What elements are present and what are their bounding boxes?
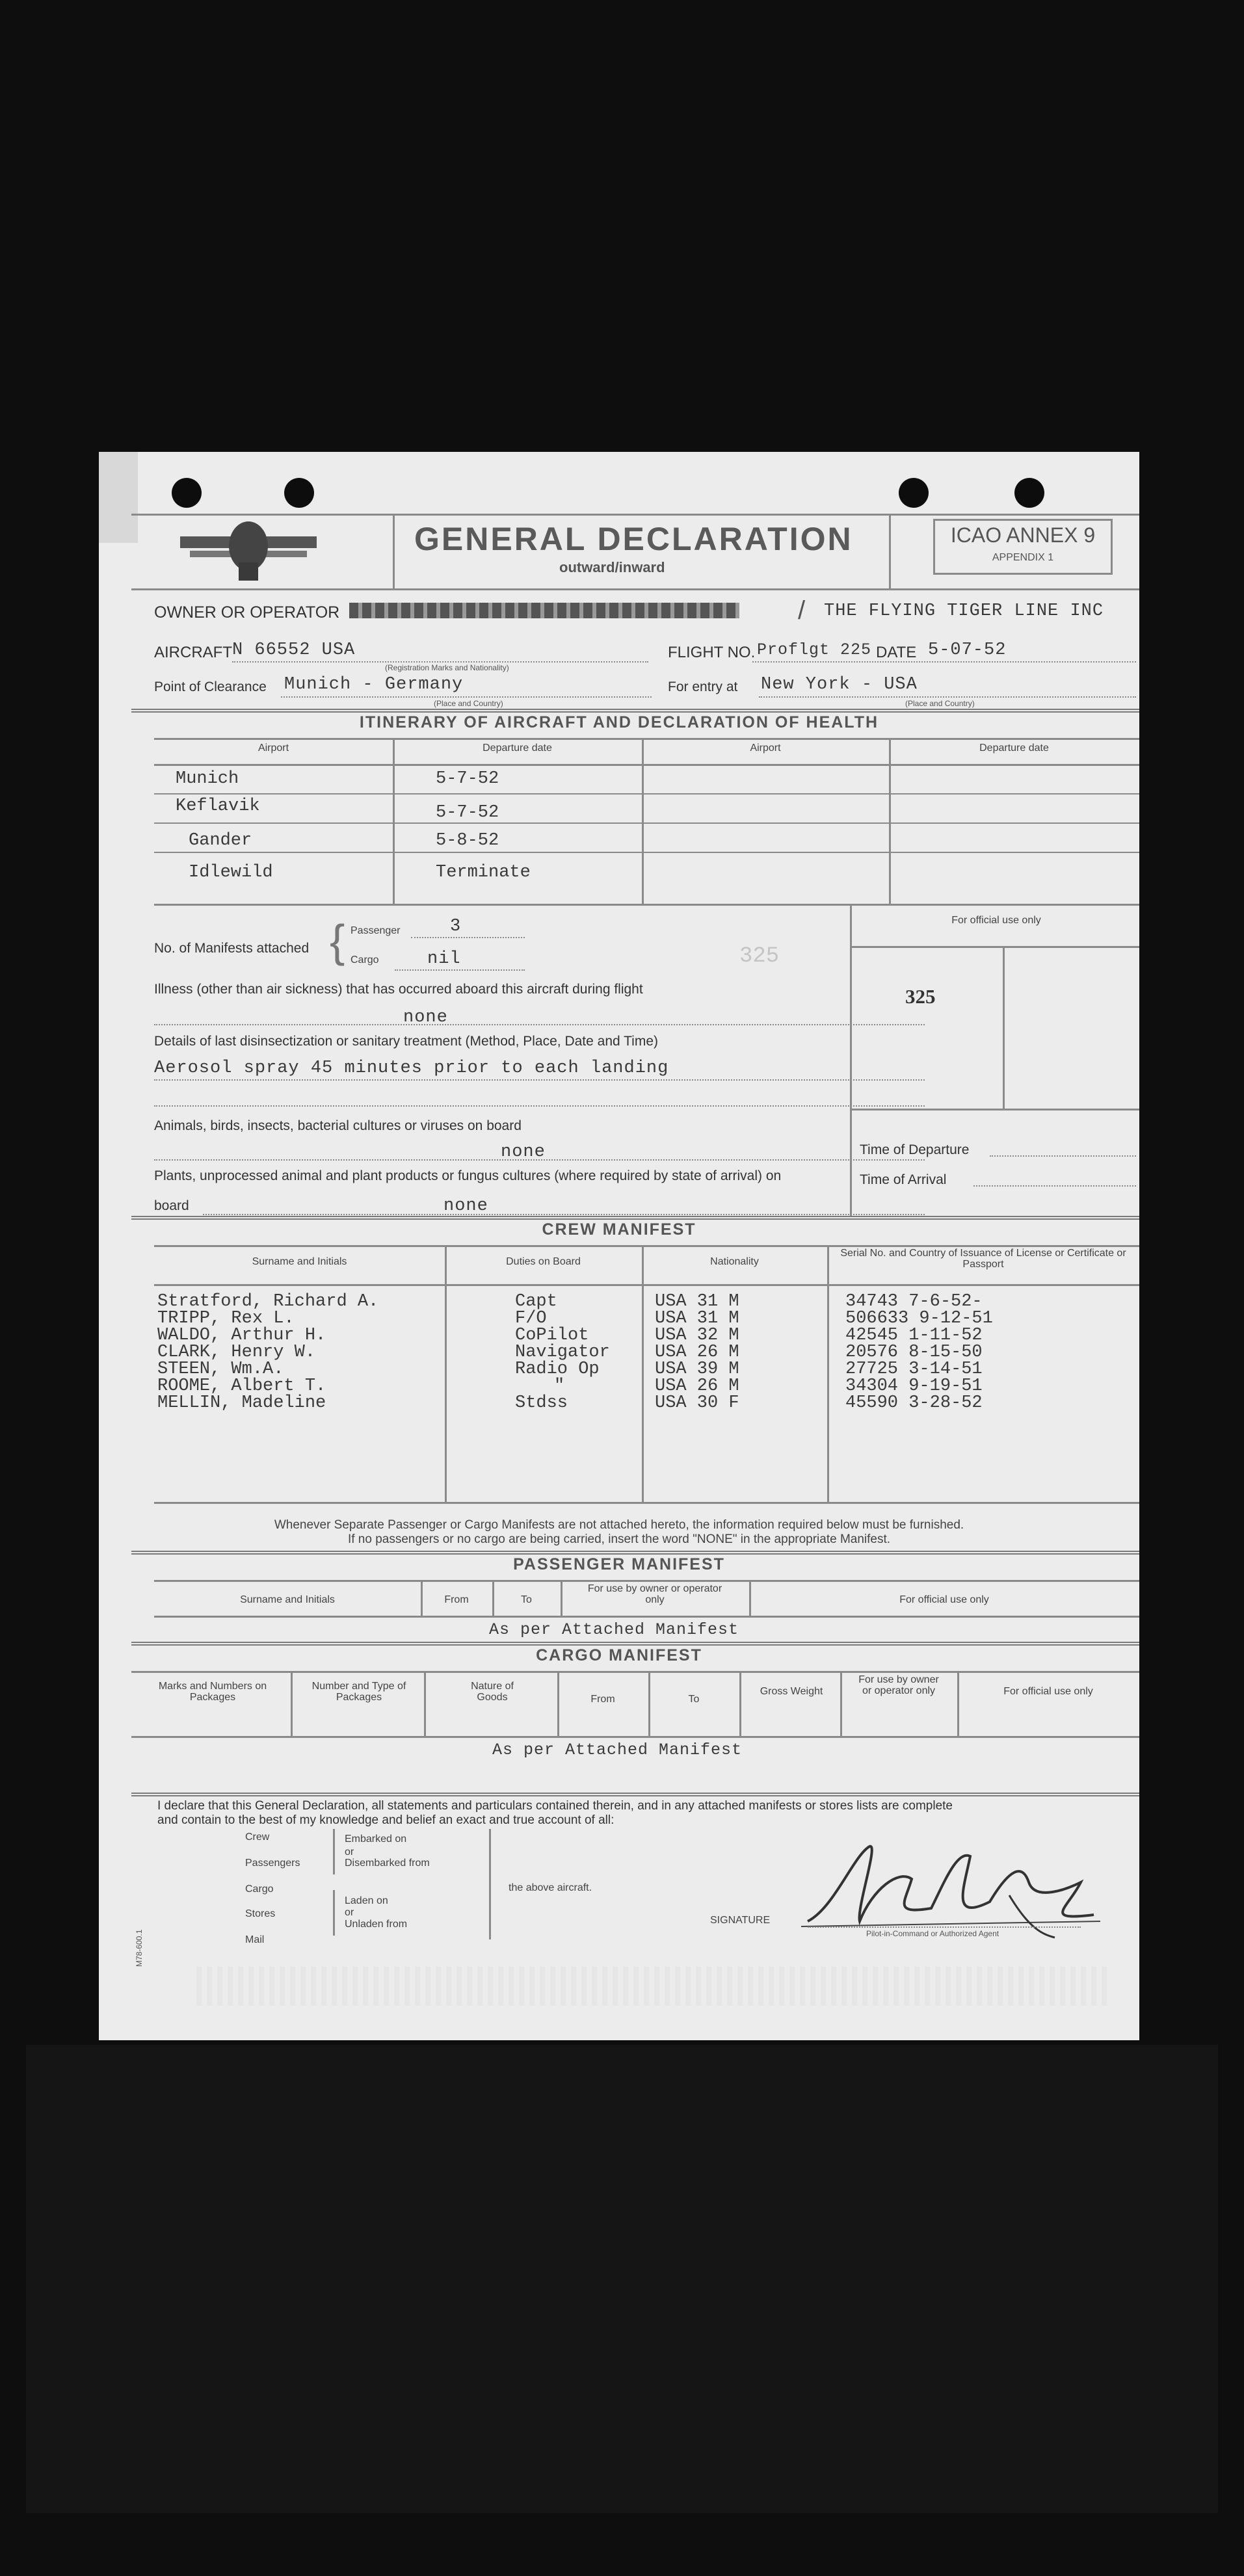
crew-name: CLARK, Henry W. — [157, 1343, 316, 1362]
itin-airport: Idlewild — [189, 863, 273, 882]
crew-nationality: USA 32 M — [655, 1326, 739, 1345]
clearance-value: Munich - Germany — [284, 675, 464, 694]
animals-label: Animals, birds, insects, bacterial cultures or viruses on board — [154, 1118, 522, 1133]
aircraft-sub: (Registration Marks and Nationality) — [385, 663, 509, 672]
form-subtitle: outward/inward — [559, 559, 665, 575]
crew-duty: Radio Op — [515, 1360, 600, 1379]
crew-col-nationality: Nationality — [710, 1256, 759, 1267]
crew-duty: Stdss — [515, 1393, 568, 1413]
crew-serial: 34304 9-19-51 — [845, 1376, 983, 1396]
decl-unladen: Unladen from — [345, 1919, 408, 1930]
cargo-col-weight: Gross Weight — [760, 1686, 823, 1697]
entry-label: For entry at — [668, 679, 738, 694]
itinerary-heading: ITINERARY OF AIRCRAFT AND DECLARATION OF HEALTH — [359, 713, 879, 731]
itin-col-airport-1: Airport — [258, 743, 289, 754]
crew-col-duties: Duties on Board — [506, 1256, 581, 1267]
redacted-operator — [349, 603, 739, 618]
aircraft-value: N 66552 USA — [232, 640, 356, 660]
pax-col-name: Surname and Initials — [240, 1594, 335, 1605]
crew-duty: F/O — [515, 1309, 547, 1328]
eagle-emblem-icon — [177, 517, 320, 582]
plants-value: none — [443, 1196, 488, 1216]
decl-mail: Mail — [245, 1934, 265, 1945]
clearance-label: Point of Clearance — [154, 679, 267, 694]
pax-col-owner: For use by owner or operator only — [587, 1583, 722, 1605]
punch-hole — [284, 478, 314, 508]
annex-box — [933, 519, 1113, 575]
declaration-line-1: I declare that this General Declaration, all statements and particulars contained therein, and in any attached manifests or stores lists are complete — [157, 1799, 953, 1813]
itin-col-departure-2: Departure date — [979, 743, 1049, 754]
document-page: GENERAL DECLARATION outward/inward ICAO ANNEX 9 APPENDIX 1 OWNER OR OPERATOR / THE FLYING TIGER LINE INC AIRCRAFT N 66552 USA (Registration Marks and Nationality) FLIGHT NO. Proflgt 225 DATE 5-07-52 Point of Clearance Munich - Germany (Place and Country) For entry at New York - USA (Place and Country) ITINERARY OF AIRCRAFT AND DECLARATION OF HEALTH Airport Departure date Airport Departure date Munich 5-7-52 Keflavik 5-7-52 Gander 5-8-52 Idlewild Terminate No. of Manifests attached { Passenger 3 Cargo nil 325 Illness (other than air sickness) that has occurred aboard this aircraft during flight none Details of last disinsectization or sanitary treatment (Method, Place, Date and Time) Aerosol spray 45 minutes prior to each landing Animals, birds, insects, bacterial cultures or viruses on board none Plants, unprocessed animal and plant products or fungus cultures (where required by state of arrival) on board none For official use only 325 Time of Departure Time of Arrival CREW MANIFEST Surname and Initials Duties on Board Nationality Serial No. and Country of Issuance of License or Certificate or Passport Stratford, Richard A. Capt USA 31 M 34743 7-6-52- TRIPP, Rex L. F/O USA 31 M 506633 9-12-51 WALDO, Arthur H. CoPilot USA 32 M 42545 1-11-52 CLARK, Henry W. Navigator USA 26 M 20576 8-15-50 STEEN, Wm.A. Radio Op USA 39 M 27725 3-14-51 ROOME, Albert T. " USA 26 M 34304 9-19-51 MELLIN, Madeline Stdss USA 30 F 45590 3-28-52 Whenever Separate Passenger or Cargo Manifests are not attached hereto, the information required below must be furnished. If no passengers or no cargo are being carried, insert the word "NONE" in the appropriate Manifest. PASSENGER MANIFEST Surname and Initials From To For use by owner or operator only For official use only As per Attached Manifest CARGO MANIFEST Marks and Numbers on Packages Number and Type of Packages Nature of Goods From To Gross Weight For use by owner or operator only For official use only As per Attached Manifest I declare that this General Declaration, all statements and particulars contained therein, and in any attached manifests or stores lists are complete and contain to the best of my knowledge and belief an exact and true account of all: Crew Passengers Cargo Stores Mail Embarked on or Disembarked from Laden on or Unladen from the above aircraft. SIGNATURE Pilot-in-Command or Authorized Agent M78-600.1 — [99, 452, 1139, 2040]
itin-col-departure-1: Departure date — [483, 743, 552, 754]
form-code: M78-600.1 — [135, 1929, 144, 1967]
plants-label: Plants, unprocessed animal and plant products or fungus cultures (where required by state of arrival) on — [154, 1168, 782, 1183]
crew-name: MELLIN, Madeline — [157, 1393, 326, 1413]
decl-laden: Laden on — [345, 1895, 388, 1906]
itin-date: Terminate — [436, 863, 531, 882]
itin-date: 5-8-52 — [436, 831, 499, 850]
punch-hole — [172, 478, 202, 508]
entry-value: New York - USA — [761, 675, 918, 694]
declaration-line-2: and contain to the best of my knowledge and belief an exact and true account of all: — [157, 1813, 615, 1827]
cargo-col-nature: Nature of Goods — [471, 1681, 514, 1703]
decl-cargo: Cargo — [245, 1884, 274, 1895]
aircraft-label: AIRCRAFT — [154, 644, 232, 661]
cargo-col-official: For official use only — [1003, 1686, 1093, 1697]
signature-caption: Pilot-in-Command or Authorized Agent — [866, 1929, 999, 1938]
pax-col-from: From — [444, 1594, 469, 1605]
decl-disembarked: Disembarked from — [345, 1858, 430, 1869]
decl-embarked: Embarked on — [345, 1833, 407, 1845]
official-label: For official use only — [951, 915, 1041, 926]
decl-or-1: or — [345, 1847, 354, 1858]
itin-airport: Munich — [176, 769, 239, 789]
form-title: GENERAL DECLARATION — [414, 521, 853, 557]
crew-duty: CoPilot — [515, 1326, 589, 1345]
crew-serial: 45590 3-28-52 — [845, 1393, 983, 1413]
cargo-col-number: Number and Type of Packages — [311, 1681, 406, 1703]
crew-name: WALDO, Arthur H. — [157, 1326, 326, 1345]
time-departure-label: Time of Departure — [860, 1142, 970, 1157]
film-strip-lower — [26, 2045, 1218, 2513]
plants-label-board: board — [154, 1198, 189, 1213]
pax-value: As per Attached Manifest — [489, 1620, 739, 1639]
decl-aircraft-text: the above aircraft. — [509, 1882, 592, 1893]
signature-label: SIGNATURE — [710, 1915, 771, 1926]
itin-date: 5-7-52 — [436, 803, 499, 822]
official-number: 325 — [905, 985, 936, 1008]
decl-stores: Stores — [245, 1908, 276, 1919]
crew-nationality: USA 26 M — [655, 1343, 739, 1362]
crew-serial: 27725 3-14-51 — [845, 1360, 983, 1379]
crew-col-serial: Serial No. and Country of Issuance of License or Certificate or Passport — [840, 1248, 1126, 1270]
crew-name: TRIPP, Rex L. — [157, 1309, 295, 1328]
faint-stamp: 325 — [739, 944, 780, 969]
illness-label: Illness (other than air sickness) that has occurred aboard this aircraft during flight — [154, 982, 643, 997]
passenger-value: 3 — [450, 917, 462, 936]
crew-serial: 34743 7-6-52- — [845, 1292, 983, 1311]
itin-airport: Gander — [189, 831, 252, 850]
animals-value: none — [501, 1142, 546, 1162]
cargo-col-marks: Marks and Numbers on Packages — [158, 1681, 267, 1703]
date-label: DATE — [876, 644, 917, 661]
disinsect-value: Aerosol spray 45 minutes prior to each landing — [154, 1058, 669, 1078]
crew-duty: Capt — [515, 1292, 557, 1311]
cargo-heading: CARGO MANIFEST — [536, 1646, 702, 1664]
decl-or-2: or — [345, 1907, 354, 1918]
pax-col-official: For official use only — [899, 1594, 989, 1605]
decl-crew: Crew — [245, 1832, 270, 1843]
cargo-col-from: From — [590, 1694, 615, 1705]
annex-subtitle: APPENDIX 1 — [992, 552, 1054, 563]
cargo-value: nil — [427, 949, 461, 969]
crew-heading: CREW MANIFEST — [542, 1220, 696, 1239]
time-arrival-label: Time of Arrival — [860, 1172, 947, 1187]
crew-serial: 506633 9-12-51 — [845, 1309, 993, 1328]
crew-name: Stratford, Richard A. — [157, 1292, 379, 1311]
crew-nationality: USA 30 F — [655, 1393, 739, 1413]
crew-duty: " — [554, 1376, 565, 1396]
crew-serial: 20576 8-15-50 — [845, 1343, 983, 1362]
passenger-heading: PASSENGER MANIFEST — [513, 1555, 725, 1573]
itin-date: 5-7-52 — [436, 769, 499, 789]
crew-duty: Navigator — [515, 1343, 610, 1362]
flight-value: Proflgt 225 — [757, 640, 872, 659]
crew-name: ROOME, Albert T. — [157, 1376, 326, 1396]
disinsect-label: Details of last disinsectization or sanitary treatment (Method, Place, Date and Time) — [154, 1034, 659, 1049]
itin-col-airport-2: Airport — [750, 743, 781, 754]
cargo-label: Cargo — [351, 954, 379, 966]
punch-hole — [1014, 478, 1044, 508]
crew-serial: 42545 1-11-52 — [845, 1326, 983, 1345]
passenger-label: Passenger — [351, 925, 401, 936]
owner-value: THE FLYING TIGER LINE INC — [824, 601, 1104, 621]
clearance-sub: (Place and Country) — [434, 699, 503, 708]
crew-nationality: USA 39 M — [655, 1360, 739, 1379]
illness-value: none — [403, 1008, 448, 1027]
decl-passengers: Passengers — [245, 1858, 300, 1869]
itin-airport: Keflavik — [176, 796, 260, 816]
notice-line-1: Whenever Separate Passenger or Cargo Manifests are not attached hereto, the information required below must be furnished. — [274, 1518, 964, 1532]
crew-col-name: Surname and Initials — [252, 1256, 347, 1267]
crew-nationality: USA 26 M — [655, 1376, 739, 1396]
entry-sub: (Place and Country) — [905, 699, 975, 708]
crew-name: STEEN, Wm.A. — [157, 1360, 284, 1379]
date-value: 5-07-52 — [928, 640, 1007, 660]
owner-label: OWNER OR OPERATOR — [154, 603, 340, 622]
notice-line-2: If no passengers or no cargo are being carried, insert the word "NONE" in the appropriate Manifest. — [347, 1532, 891, 1546]
cargo-value: As per Attached Manifest — [492, 1741, 743, 1759]
crew-nationality: USA 31 M — [655, 1309, 739, 1328]
crew-nationality: USA 31 M — [655, 1292, 739, 1311]
pax-col-to: To — [521, 1594, 532, 1605]
handwritten-signature-mark — [795, 1830, 1107, 1941]
annex-title: ICAO ANNEX 9 — [950, 523, 1096, 547]
cargo-col-owner: For use by owner or operator only — [858, 1674, 939, 1696]
cargo-col-to: To — [688, 1694, 700, 1705]
manifests-label: No. of Manifests attached — [154, 941, 310, 956]
flight-label: FLIGHT NO. — [668, 644, 756, 661]
punch-hole — [899, 478, 929, 508]
